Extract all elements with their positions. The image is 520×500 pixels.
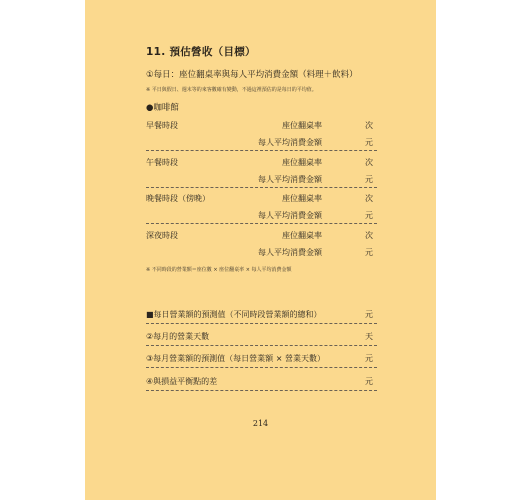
page-title: 11. 預估營收（目標） [146, 46, 256, 58]
divider [146, 150, 377, 151]
turnover-label: 座位翻桌率 [282, 121, 322, 130]
note-average: ※ 平日與假日、週末等的來客數確有變動，不過這裡預估的是每日的平均值。 [146, 87, 317, 93]
spend-label: 每人平均消費金額 [258, 138, 322, 147]
divider [146, 187, 377, 188]
spend-unit: 元 [365, 211, 373, 220]
summary-daily-unit: 元 [365, 310, 373, 319]
turnover-unit: 次 [365, 158, 373, 167]
turnover-label: 座位翻桌率 [282, 194, 322, 203]
divider [146, 390, 377, 391]
divider [146, 323, 377, 324]
subtitle: ①每日：座位翻桌率與每人平均消費金額（料理＋飲料） [146, 70, 358, 80]
period-label: 晚餐時段（傍晚） [146, 194, 210, 203]
page-number: 214 [252, 419, 269, 428]
summary-monthly-unit: 元 [365, 354, 373, 363]
period-label: 早餐時段 [146, 121, 178, 130]
summary-days-unit: 天 [365, 332, 373, 341]
summary-daily-label: ■每日營業額的預測值（不同時段營業額的總和） [146, 310, 322, 319]
turnover-label: 座位翻桌率 [282, 158, 322, 167]
turnover-unit: 次 [365, 231, 373, 240]
summary-breakeven-unit: 元 [365, 377, 373, 386]
note-formula: ※ 不同時段的營業額＝座位數 × 座位翻桌率 × 每人平均消費金額 [146, 267, 292, 273]
spend-unit: 元 [365, 138, 373, 147]
period-label: 深夜時段 [146, 231, 178, 240]
turnover-unit: 次 [365, 121, 373, 130]
spend-label: 每人平均消費金額 [258, 175, 322, 184]
turnover-label: 座位翻桌率 [282, 231, 322, 240]
spend-unit: 元 [365, 175, 373, 184]
summary-monthly-label: ③每月營業額的預測值（每日營業額 × 營業天數） [146, 354, 325, 363]
summary-days-label: ②每月的營業天數 [146, 332, 210, 341]
section-heading-cafe: ●咖啡館 [146, 103, 179, 113]
document-page [85, 0, 436, 500]
summary-breakeven-label: ④與損益平衡點的差 [146, 377, 218, 386]
spend-label: 每人平均消費金額 [258, 211, 322, 220]
spend-label: 每人平均消費金額 [258, 248, 322, 257]
period-label: 午餐時段 [146, 158, 178, 167]
divider [146, 367, 377, 368]
spend-unit: 元 [365, 248, 373, 257]
turnover-unit: 次 [365, 194, 373, 203]
divider [146, 345, 377, 346]
divider [146, 223, 377, 224]
